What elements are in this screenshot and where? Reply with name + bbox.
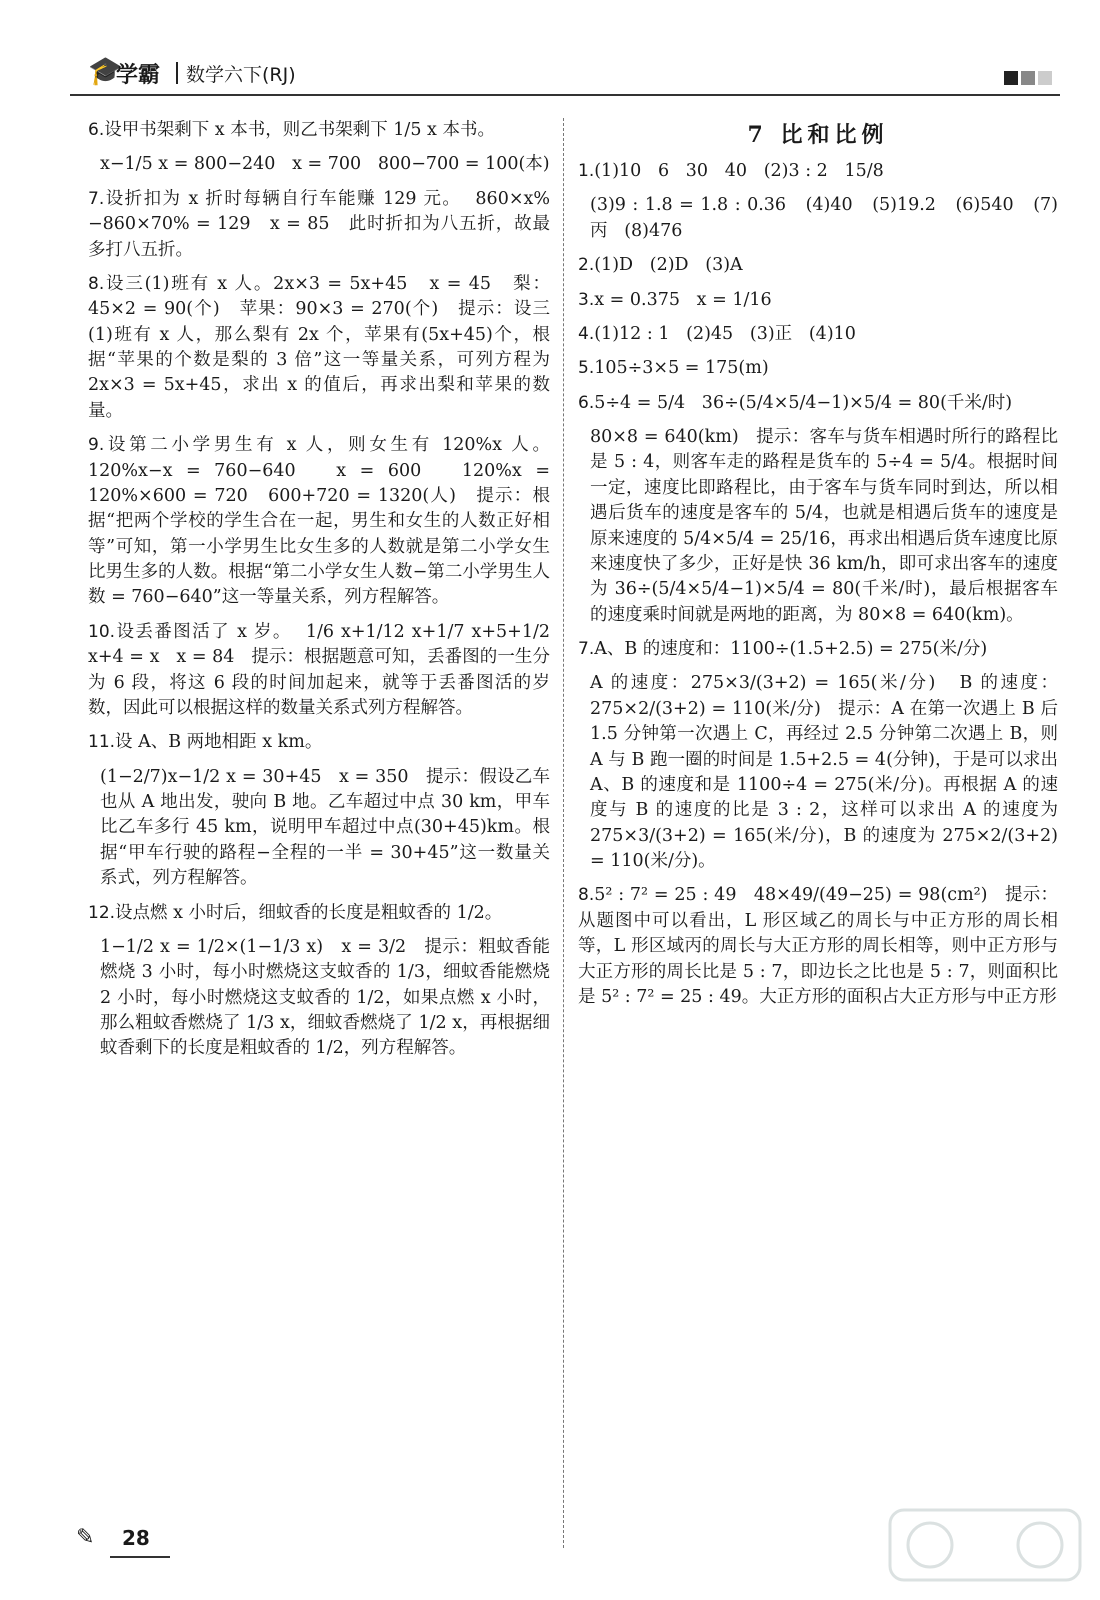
question-number: 8. — [88, 273, 105, 294]
right-answer-line — [578, 253, 1058, 278]
right-answer-line — [578, 193, 1058, 244]
answer-text: A 的速度：275×3/(3+2) = 165(米/分) B 的速度：275×2/(3+2) = 110(米/分) 提示：A 在第一次遇上 B 后 1.5 分钟第一次遇上 C，再经过 2.5 分钟第二次遇上 B，则 A 与 B 跑一圈的时间是 1.5+2.5 = 4(分钟)，于是可以求出 A、B 的速度和是 1100÷4 = 275(米/分)。再根据 A 的速度与 B 的速度的比是 3 : 2，这样可以求出 A 的速度为 275×3/(3+2) = 165(米/分)，B 的速度为 275×2/(3+2) = 110(米/分)。 — [590, 673, 1064, 871]
left-answer-line — [88, 152, 550, 177]
answer-text: (1−2/7)x−1/2 x = 30+45 x = 350 提示：假设乙车也从 A 地出发，驶向 B 地。乙车超过中点 30 km，甲车比乙车多行 45 km，说明甲车超过中点(30+45)km。根据“甲车行驶的路程−全程的一半 = 30+45”这一数量关系式，列方程解答。 — [100, 766, 550, 889]
watermark-stamp — [880, 1500, 1090, 1590]
answer-text: x−1/5 x = 800−240 x = 700 800−700 = 100(本) — [100, 154, 550, 175]
question-number: 7. — [88, 188, 105, 209]
left-answer-line — [88, 765, 550, 892]
question-number: 3. — [578, 289, 595, 310]
answer-text: 设甲书架剩下 x 本书，则乙书架剩下 1/5 x 本书。 — [104, 120, 495, 140]
question-number: 1. — [578, 161, 595, 181]
left-answer-line — [88, 935, 556, 1062]
answer-text: (1)12 : 1 (2)45 (3)正 (4)10 — [594, 323, 856, 344]
right-answer-line — [578, 322, 1058, 347]
question-number: 8. — [578, 885, 595, 906]
left-answer-line — [88, 272, 556, 424]
question-number: 10. — [88, 621, 116, 642]
left-answer-line — [88, 118, 550, 143]
question-number: 4. — [578, 323, 595, 344]
answer-text: (1)10 6 30 40 (2)3 : 2 15/8 — [594, 161, 884, 181]
question-number: 12. — [88, 902, 116, 923]
answer-text: A、B 的速度和：1100÷(1.5+2.5) = 275(米/分) — [594, 639, 988, 659]
answer-text: x = 0.375 x = 1/16 — [594, 289, 772, 310]
brand-logo: 学霸 — [116, 63, 161, 88]
answer-text: 设丢番图活了 x 岁。 1/6 x+1/12 x+1/7 x+5+1/2 x+4 = x x = 84 提示：根据题意可知，丢番图的一生分为 6 段，将这 6 段的时间加起来，就等于丢番图活的岁数，因此可以根据这样的数量关系式列方程解答。 — [88, 621, 556, 718]
answer-text: 105÷3×5 = 175(m) — [594, 358, 769, 379]
answer-text: 设第二小学男生有 x 人，则女生有 120%x 人。120%x−x = 760−640 x = 600 120%x = 120%×600 = 720 600+720 = 1320(人) 提示：根据“把两个学校的学生合在一起，男生和女生的人数正好相等”可知，第一小学男生比女生多的人数就是第二小学女生比男生多的人数。根据“第二小学女生人数−第二小学男生人数 = 760−640”这一等量关系，列方程解答。 — [88, 435, 556, 608]
pencil-icon: ✎ — [76, 1525, 95, 1550]
right-answer-line — [578, 159, 1058, 184]
page-number: 28 — [122, 1526, 150, 1550]
left-answer-line — [88, 730, 550, 755]
answer-text: 设 A、B 两地相距 x km。 — [115, 732, 323, 753]
answer-text: 5² : 7² = 25 : 49 48×49/(49−25) = 98(cm²) 提示：从题图中可以看出，L 形区域乙的周长与中正方形的周长相等，L 形区域丙的周长与大正方形的周长相等，则中正方形与大正方形的周长比是 5 : 7，即边长之比也是 5 : 7，则面积比是 5² : 7² = 25 : 49。大正方形的面积占大正方形与中正方形 — [578, 885, 1058, 1007]
answer-text: (1)D (2)D (3)A — [594, 255, 743, 276]
left-answer-line — [88, 620, 556, 722]
right-answer-line — [578, 356, 1058, 381]
answer-text: 设三(1)班有 x 人。2x×3 = 5x+45 x = 45 梨：45×2 = 90(个) 苹果：90×3 = 270(个) 提示：设三(1)班有 x 人，那么梨有 2x 个，苹果有(5x+45)个，根据“苹果的个数是梨的 3 倍”这一等量关系，可列方程为 2x×3 = 5x+45，求出 x 的值后，再求出梨和苹果的数量。 — [88, 273, 556, 421]
answer-text: 1−1/2 x = 1/2×(1−1/3 x) x = 3/2 提示：粗蚊香能燃烧 3 小时，每小时燃烧这支蚊香的 1/3，细蚊香能燃烧 2 小时，每小时燃烧这支蚊香的 1/2，如果点燃 x 小时，那么粗蚊香燃烧了 1/3 x，细蚊香燃烧了 1/2 x，再根据细蚊香剩下的长度是粗蚊香的 1/2，列方程解答。 — [100, 936, 556, 1059]
right-answer-line — [578, 425, 1058, 628]
graduation-cap-icon: 🎓 — [88, 54, 123, 87]
question-number: 9. — [88, 435, 105, 456]
right-answer-line — [578, 391, 1058, 416]
left-answer-line — [88, 187, 550, 263]
left-answer-line — [88, 433, 556, 611]
question-number: 6. — [578, 392, 595, 413]
header-separator — [176, 62, 178, 84]
answer-text: 80×8 = 640(km) 提示：客车与货车相遇时所行的路程比是 5 : 4，则客车走的路程是货车的 5÷4 = 5/4。根据时间一定，速度比即路程比，由于客车与货车同时到达，所以相遇后货车的速度是客车的 5/4，也就是相遇后货车的速度是原来速度的 5/4×5/4 = 25/16，再求出相遇后货车速度比原来速度快了多少，正好是快 36 km/h，即可求出客车的速度为 36÷(5/4×5/4−1)×5/4 = 80(千米/时)，最后根据客车的速度乘时间就是两地的距离，为 80×8 = 640(km)。 — [590, 427, 1058, 625]
question-number: 6. — [88, 120, 105, 140]
right-column — [578, 118, 1064, 1019]
page-header — [70, 52, 1060, 96]
answer-text: 5÷4 = 5/4 36÷(5/4×5/4−1)×5/4 = 80(千米/时) — [594, 392, 1013, 413]
answer-text: (3)9 : 1.8 = 1.8 : 0.36 (4)40 (5)19.2 (6)540 (7)丙 (8)476 — [590, 195, 1058, 241]
right-answers — [578, 159, 1064, 1010]
right-answer-line — [578, 288, 1058, 313]
column-divider — [563, 118, 564, 1548]
section-title: 7 比和比例 — [747, 122, 889, 148]
question-number: 2. — [578, 255, 595, 276]
left-answer-line — [88, 901, 550, 926]
answer-text: 设折扣为 x 折时每辆自行车能赚 129 元。 860×x%−860×70% = 129 x = 85 此时折扣为八五折，故最多打八五折。 — [88, 188, 550, 260]
question-number: 5. — [578, 358, 595, 379]
right-answer-line — [578, 883, 1058, 1010]
decorative-blocks — [1001, 70, 1052, 89]
right-answer-line — [578, 671, 1064, 874]
book-subject: 数学六下(RJ) — [186, 64, 296, 86]
left-column — [88, 118, 556, 1071]
question-number: 7. — [578, 639, 595, 659]
footer-rule — [110, 1556, 170, 1558]
question-number: 11. — [88, 732, 116, 753]
right-answer-line — [578, 637, 1058, 662]
answer-text: 设点燃 x 小时后，细蚊香的长度是粗蚊香的 1/2。 — [115, 902, 503, 923]
